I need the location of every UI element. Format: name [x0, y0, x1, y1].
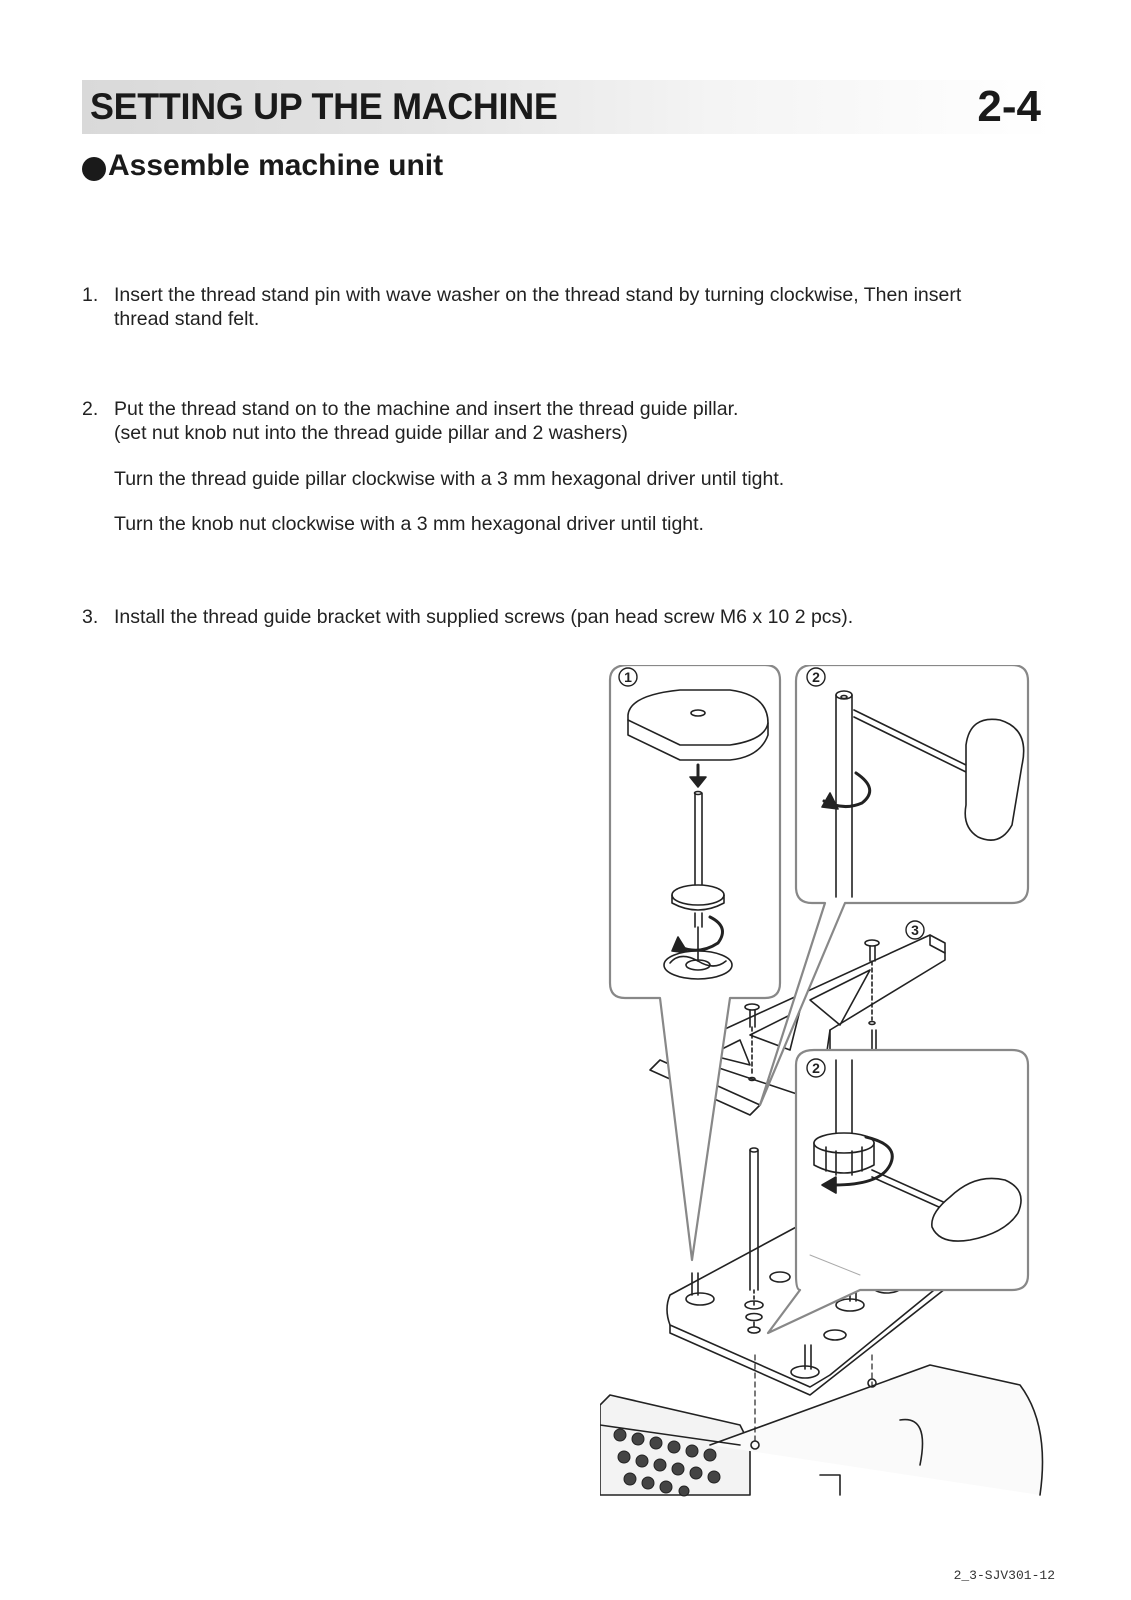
step-1: [82, 283, 1042, 331]
page-title: SETTING UP THE MACHINE: [90, 86, 558, 127]
page-section-number: 2-4: [977, 82, 1041, 131]
callout-number-3: [906, 921, 924, 939]
svg-text:1: 1: [624, 669, 632, 685]
assembly-illustration: [600, 665, 1070, 1550]
callout-number-1: [619, 668, 637, 686]
callout-panel-2-bottom: [768, 1050, 1028, 1333]
svg-text:2: 2: [812, 669, 820, 685]
section-heading: [82, 146, 443, 186]
svg-text:3: 3: [911, 922, 919, 938]
step-number: 3.: [82, 606, 99, 628]
svg-text:2: 2: [812, 1060, 820, 1076]
document-code: 2_3-SJV301-12: [953, 1568, 1055, 1583]
step-text-line: Put the thread stand on to the machine and insert the thread guide pillar.: [114, 398, 739, 420]
step-2: [82, 397, 1042, 536]
step-paragraph: Turn the thread guide pillar clockwise with a 3 mm hexagonal driver until tight.: [114, 468, 785, 490]
callout-panel-1: [610, 665, 780, 1260]
section-title: Assemble machine unit: [108, 149, 444, 182]
callout-number-2-top: [807, 668, 825, 686]
step-text-line: (set nut knob nut into the thread guide pillar and 2 washers): [114, 422, 628, 444]
bullet-dot-icon: [82, 157, 106, 181]
step-text-line: thread stand felt.: [114, 308, 260, 330]
step-text-line: Install the thread guide bracket with supplied screws (pan head screw M6 x 10 2 pcs).: [114, 606, 854, 628]
step-number: 1.: [82, 284, 99, 306]
machine-body: [600, 1365, 1043, 1496]
thread-guide-pillar: [745, 1148, 763, 1333]
step-3: [82, 605, 1042, 629]
step-text-line: Insert the thread stand pin with wave washer on the thread stand by turning clockwise, Then insert: [114, 284, 962, 306]
header-bar: [82, 80, 1055, 134]
step-paragraph: Turn the knob nut clockwise with a 3 mm hexagonal driver until tight.: [114, 513, 704, 535]
step-number: 2.: [82, 398, 99, 420]
callout-number-2-bottom: [807, 1059, 825, 1077]
